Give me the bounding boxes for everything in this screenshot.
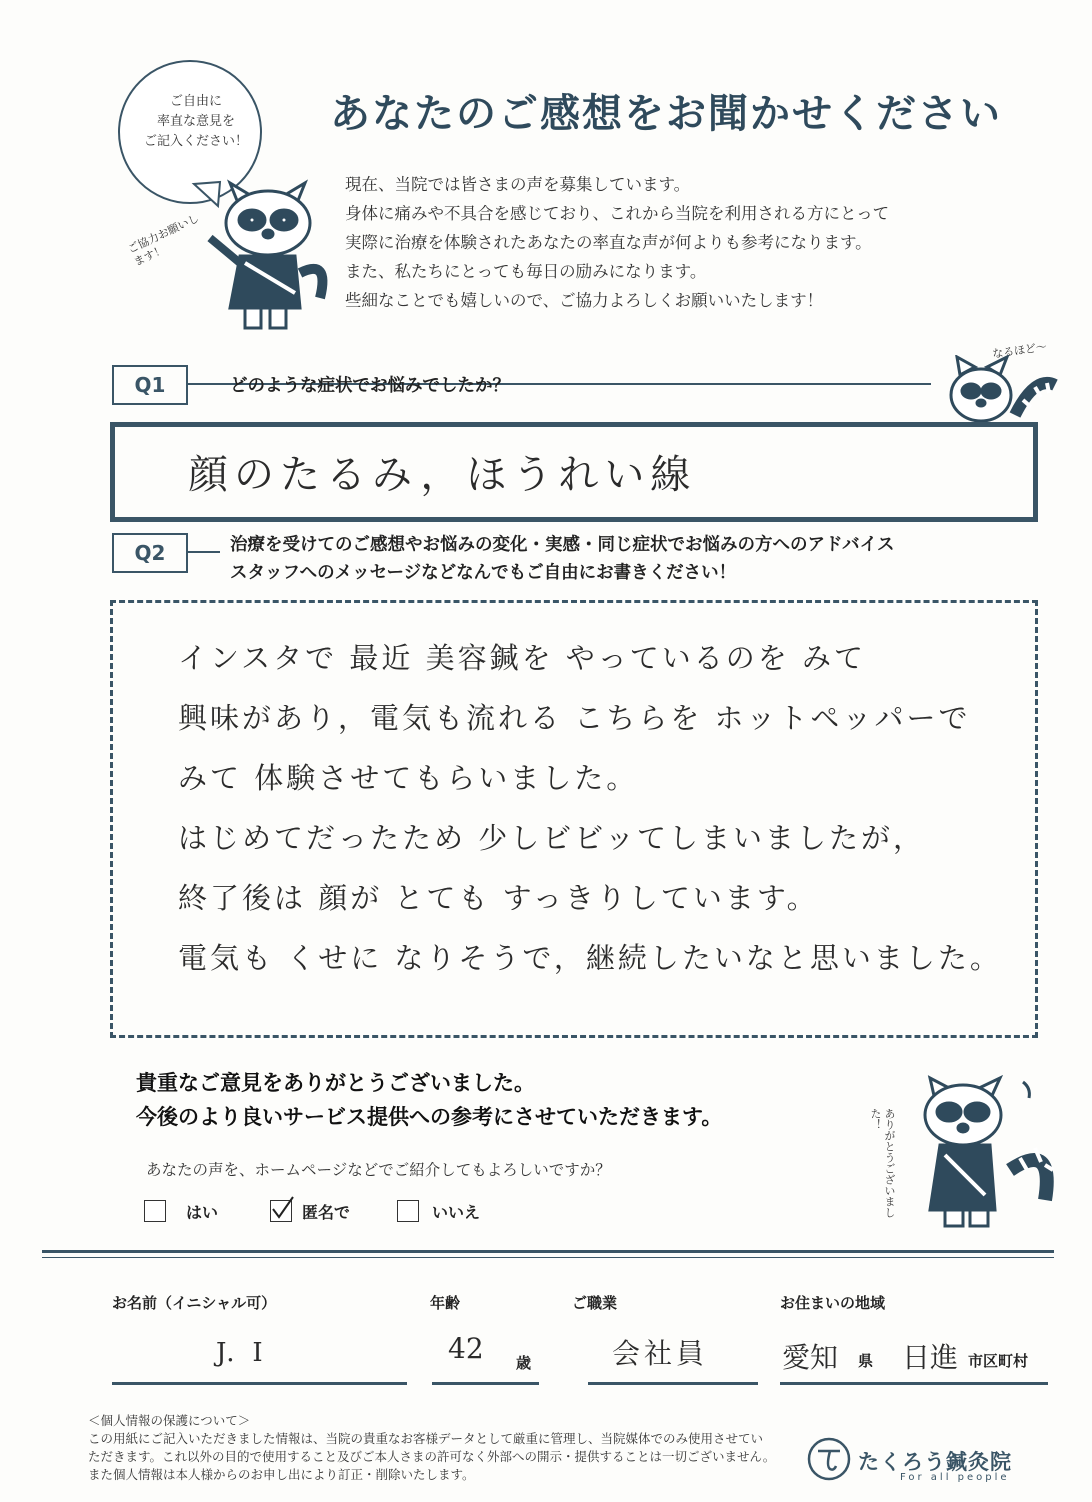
mascot-note-bottom: ありがとうございました！ (869, 1108, 896, 1218)
age-label: 年齢 (430, 1294, 461, 1312)
area-field[interactable] (780, 1382, 1048, 1385)
bubble-text: ご自由に 率直な意見を ご記入ください！ (143, 94, 248, 149)
job-value: 会社員 (612, 1337, 709, 1370)
city-unit: 市区町村 (968, 1352, 1029, 1370)
clinic-name: たくろう鍼灸院 (858, 1450, 1012, 1474)
privacy-notice: ＜個人情報の保護について＞ この用紙にご記入いただきました情報は、当院の貴重なお客様データとして厳重に管理し、当院媒体でのみ使用させてい ただきます。これ以外の目的で使用すること及びご本人さまの許可なく外部への開示・提供することは一切ございません。 また個人情報は本人様からのお申し出により訂正・削除いたします。 (88, 1413, 776, 1482)
area-label: お住まいの地域 (780, 1294, 886, 1312)
tanuki-wave-icon (905, 1070, 1065, 1230)
job-label: ご職業 (572, 1294, 618, 1312)
mascot-note-q1: なるほど〜 (991, 340, 1048, 361)
mascot-note-top: ご協力お願いします！ (125, 211, 202, 269)
q1-question: どのような症状でお悩みでしたか？ (230, 376, 510, 396)
consent-anonymous-label: 匿名で (302, 1203, 351, 1222)
age-field[interactable] (432, 1382, 539, 1385)
consent-no-label: いいえ (432, 1203, 481, 1222)
name-value: J．I (216, 1338, 263, 1368)
city-value: 日進 (902, 1341, 959, 1374)
q2-rule (186, 551, 220, 553)
q2-answer: インスタで 最近 美容鍼を やっているのを みて 興味があり，電気も流れる こちらを ホットペッパーで みて 体験させてもらいました。 はじめてだったため 少しビビッてしまいましたが， 終了後は 顔が とても すっきりしています。 電気も くせに なりそうで，継続したいなと思いました。 (178, 641, 1002, 975)
pref-unit: 県 (858, 1352, 874, 1370)
name-label: お名前（イニシャル可） (112, 1294, 277, 1312)
age-unit: 歳 (516, 1354, 532, 1372)
consent-question: あなたの声を、ホームページなどでご紹介してもよろしいですか？ (146, 1161, 611, 1179)
consent-yes-checkbox[interactable] (144, 1200, 166, 1222)
thanks-message: 貴重なご意見をありがとうございました。 今後のより良いサービス提供への参考にさせていただきます。 (136, 1071, 723, 1129)
q1-answer: 顔のたるみ，ほうれい線 (188, 452, 697, 498)
age-value: 42 (448, 1332, 484, 1365)
name-field[interactable] (112, 1382, 407, 1385)
consent-yes-label: はい (186, 1203, 219, 1222)
clinic-logo-icon (806, 1436, 852, 1482)
q1-label: Q1 (112, 365, 188, 405)
job-field[interactable] (588, 1382, 758, 1385)
check-mark-icon (269, 1195, 295, 1221)
section-divider (42, 1250, 1054, 1258)
clinic-tagline: For all people (900, 1472, 1010, 1483)
page-title: あなたのご感想をお聞かせください (330, 91, 1002, 137)
tanuki-peek-icon (945, 355, 1065, 430)
pref-value: 愛知 (782, 1341, 839, 1374)
intro-text: 現在、当院では皆さまの声を募集しています。 身体に痛みや不具合を感じており、これから当院を利用される方にとって 実際に治療を体験されたあなたの率直な声が何よりも参考になります。 また、私たちにとっても毎日の励みになります。 些細なことでも嬉しいので、ご協力よろしくお願いいたします！ (345, 175, 890, 310)
q2-label: Q2 (112, 533, 188, 573)
consent-anonymous-checkbox[interactable] (270, 1200, 292, 1222)
tanuki-mascot-icon (200, 178, 335, 333)
q2-question: 治療を受けてのご感想やお悩みの変化・実感・同じ症状でお悩みの方へのアドバイス スタッフへのメッセージなどなんでもご自由にお書きください！ (230, 535, 895, 583)
consent-no-checkbox[interactable] (397, 1200, 419, 1222)
